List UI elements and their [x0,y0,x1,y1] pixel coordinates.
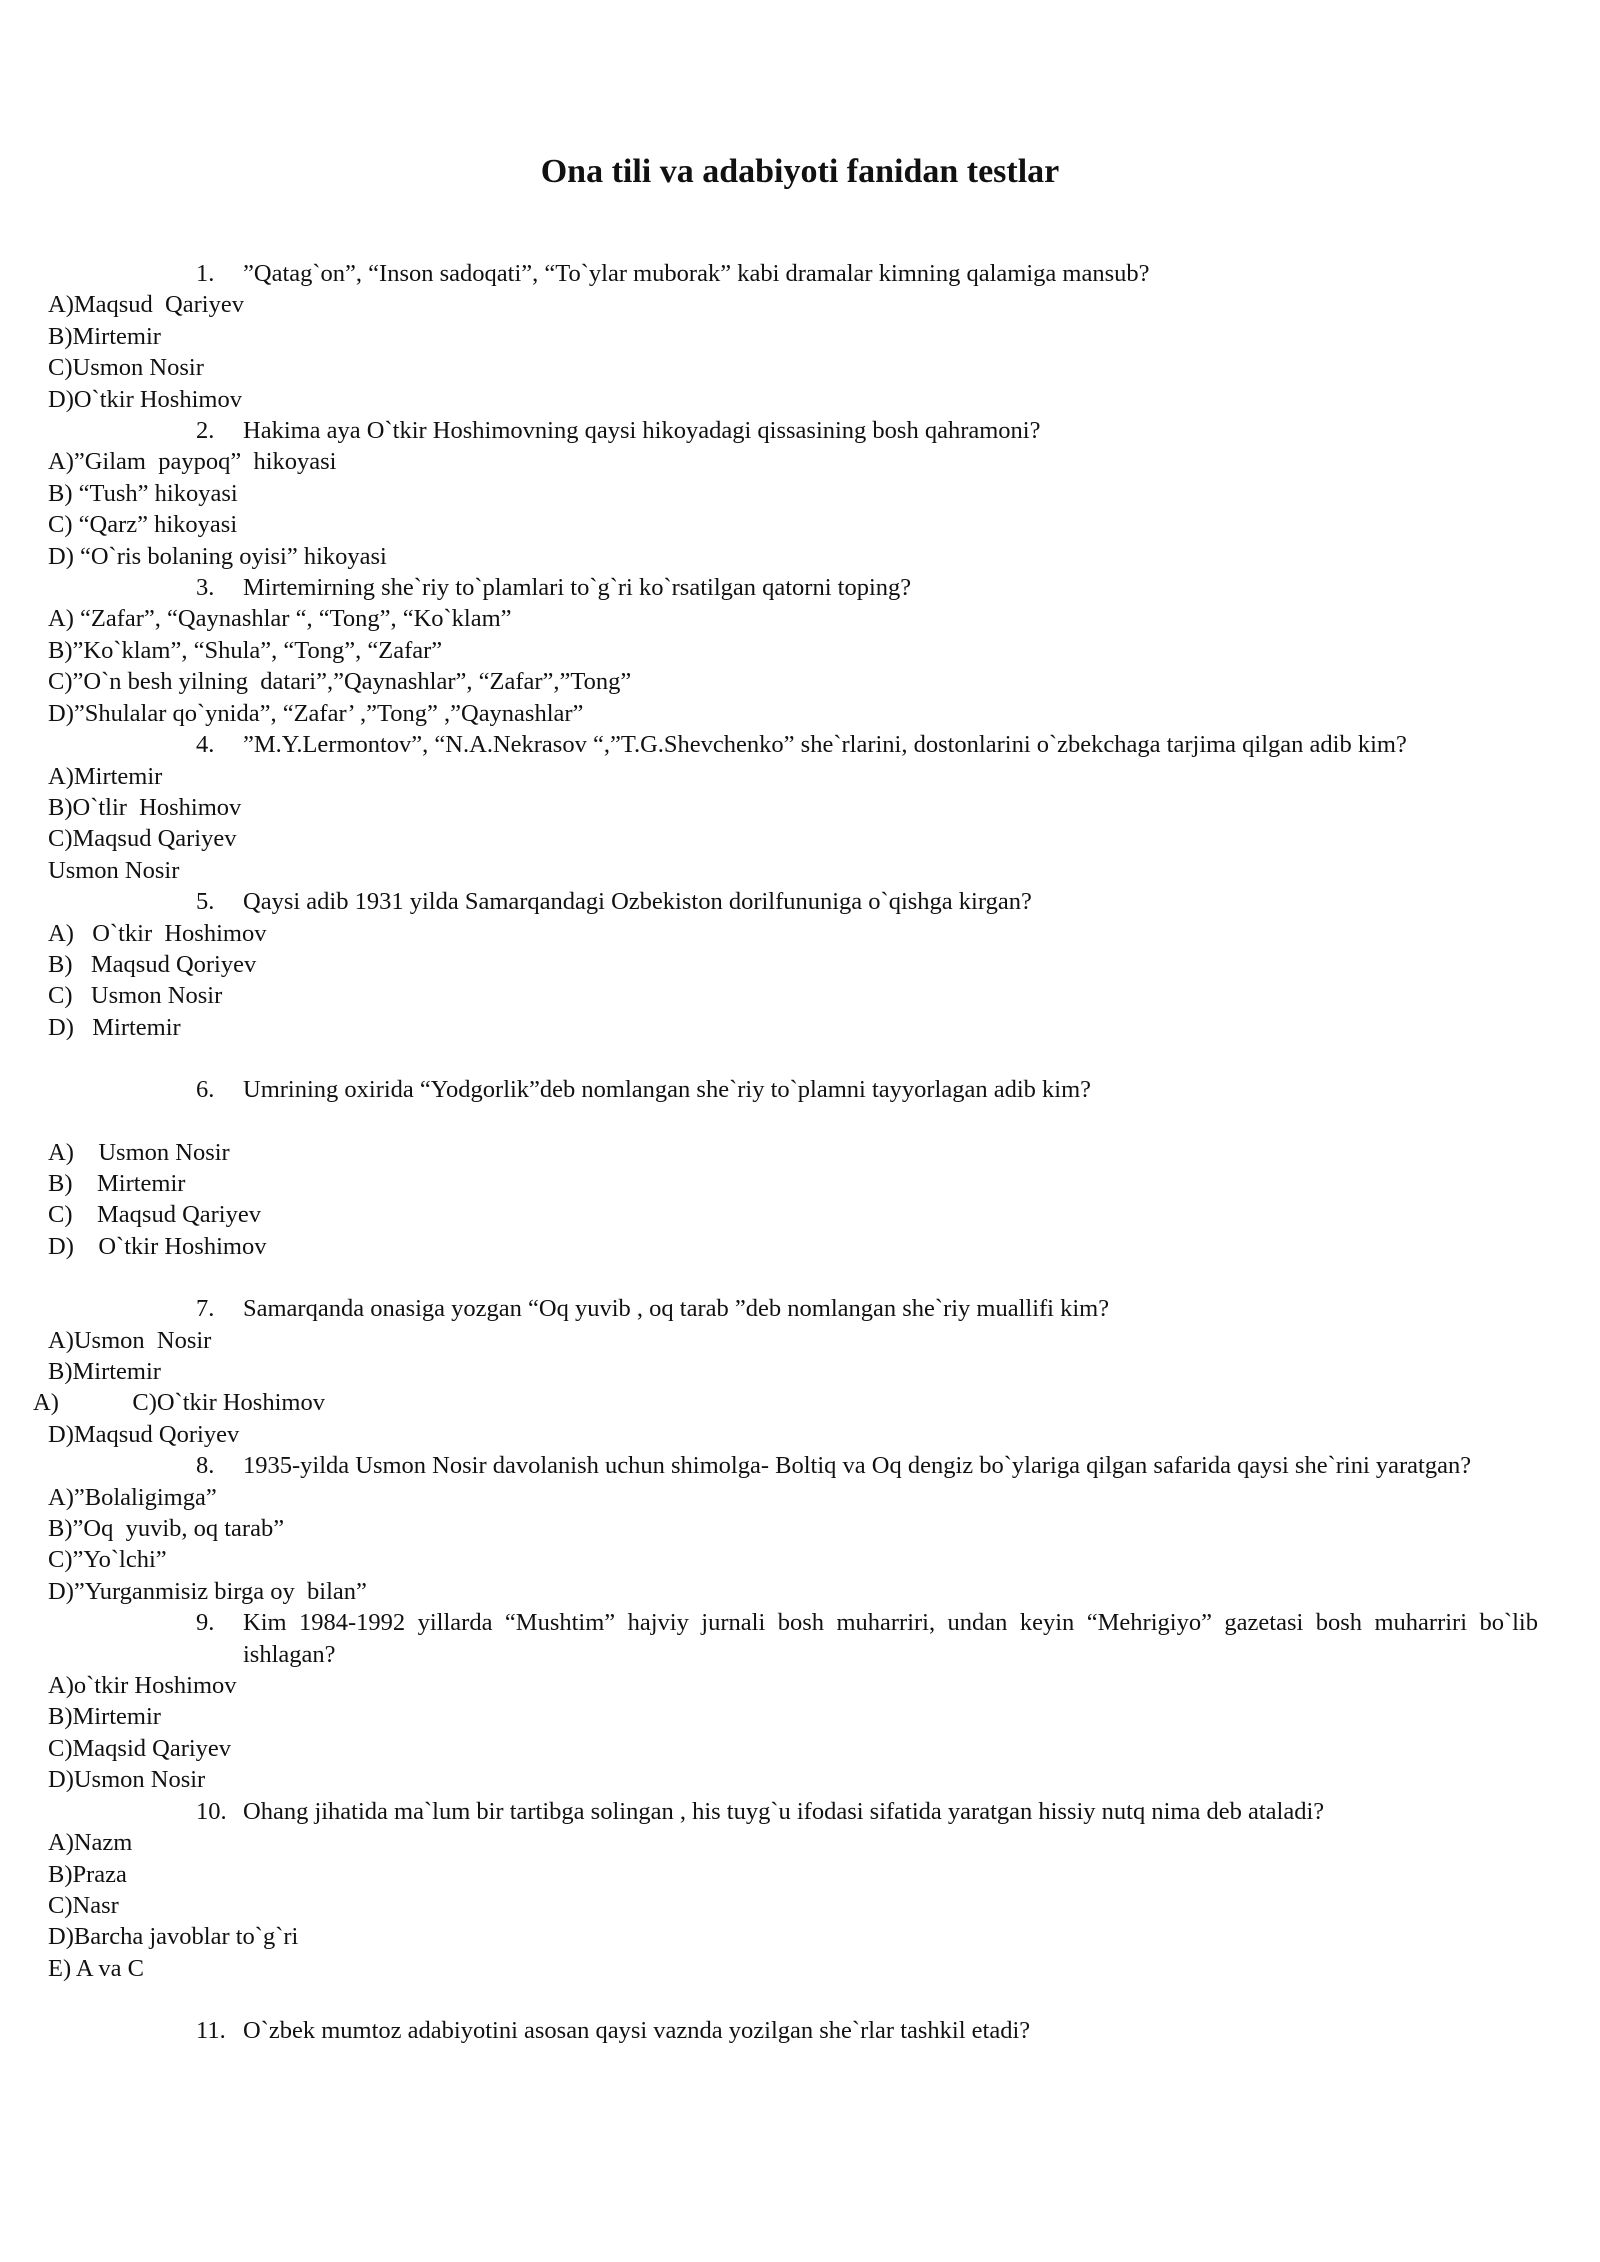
answer-option: B) Mirtemir [48,1169,186,1197]
answer-option: A)o`tkir Hoshimov [48,1672,237,1700]
answer-option: D)Usmon Nosir [48,1766,206,1794]
answer-option: B)”Ko`klam”, “Shula”, “Tong”, “Zafar” [48,636,443,664]
question-number: 7. [196,1295,215,1323]
answer-option: D)Barcha javoblar to`g`ri [48,1923,299,1951]
question-6 [48,1074,1538,1262]
document-title: Ona tili va adabiyoti fanidan testlar [540,153,1060,190]
question-text: 1. ”Qatag`on”, “Inson sadoqati”, “To`ylar muborak” kabi dramalar kimning qalamiga mansub? [48,258,1538,289]
answer-option: D)O`tkir Hoshimov [48,385,242,413]
question-4 [48,729,1538,886]
question-5 [48,886,1538,1043]
question-text: 9. Kim 1984-1992 yillarda “Mushtim” hajviy jurnali bosh muharriri, undan keyin “Mehrigiyo” gazetasi bosh muharriri bo`lib ishlagan? [196,1609,1538,1668]
answer-option: D) “O`ris bolaning oyisi” hikoyasi [48,542,387,570]
answer-option: A) Usmon Nosir [48,1138,230,1166]
answer-option: A) O`tkir Hoshimov [48,919,267,947]
answer-option: A)”Bolaligimga” [48,1483,217,1511]
question-number: 8. [196,1452,215,1480]
question-3 [48,572,1538,729]
question-text: 7. Samarqanda onasiga yozgan “Oq yuvib , oq tarab ”deb nomlangan she`riy muallifi kim? [48,1293,1538,1324]
blank-line [48,1043,1538,1074]
answer-option: B)”Oq yuvib, oq tarab” [48,1515,285,1543]
answer-option: B) Maqsud Qoriyev [48,950,257,978]
question-8 [48,1450,1538,1607]
answer-option: C) Maqsud Qariyev [48,1201,261,1229]
question-text: 8. 1935-yilda Usmon Nosir davolanish uchun shimolga- Boltiq va Oq dengiz bo`ylariga qilgan safarida qaysi she`rini yaratgan? [48,1450,1538,1481]
question-text: 10. Ohang jihatida ma`lum bir tartibga solingan , his tuyg`u ifodasi sifatida yaratgan hissiy nutq nima deb ataladi? [48,1796,1538,1827]
question-number: 2. [196,417,215,445]
question-text: 6. Umrining oxirida “Yodgorlik”deb nomlangan she`riy to`plamni tayyorlagan adib kim? [48,1074,1538,1105]
question-number: 4. [196,731,215,759]
blank-line [48,1984,1538,2015]
answer-option: C)Usmon Nosir [48,354,204,382]
question-text: 11. O`zbek mumtoz adabiyotini asosan qaysi vaznda yozilgan she`rlar tashkil etadi? [48,2015,1538,2046]
answer-option: C)”Yo`lchi” [48,1546,167,1574]
blank-line [48,1106,1538,1137]
question-10 [48,1796,1538,1984]
answer-option: A)Usmon Nosir [48,1326,212,1354]
question-2 [48,415,1538,572]
answer-option: B)Praza [48,1860,127,1888]
question-11 [48,2015,1538,2046]
question-number: 5. [196,888,215,916]
question-number: 11. [196,2017,226,2045]
answer-option: A) “Zafar”, “Qaynashlar “, “Tong”, “Ko`klam” [48,605,512,633]
answer-option: A) C)O`tkir Hoshimov [33,1389,325,1417]
answer-option: A)”Gilam paypoq” hikoyasi [48,448,337,476]
answer-option: B)O`tlir Hoshimov [48,793,242,821]
answer-option: E) A va C [48,1954,144,1982]
answer-option: D) Mirtemir [48,1013,181,1041]
question-number: 6. [196,1076,215,1104]
question-list [33,258,1538,2047]
answer-option: C)Maqsud Qariyev [48,825,237,853]
answer-option: B)Mirtemir [48,322,161,350]
answer-option: B)Mirtemir [48,1358,161,1385]
answer-option: D) O`tkir Hoshimov [48,1232,267,1260]
answer-option: A)Maqsud Qariyev [48,291,244,319]
answer-option: B)Mirtemir [48,1703,161,1731]
answer-option: C) “Qarz” hikoyasi [48,511,238,539]
answer-option: C)Maqsid Qariyev [48,1734,232,1762]
answer-option: D)Maqsud Qoriyev [48,1420,240,1448]
question-number: 9. [196,1609,215,1637]
question-text: 2. Hakima aya O`tkir Hoshimovning qaysi hikoyadagi qissasining bosh qahramoni? [48,415,1538,446]
question-text: 5. Qaysi adib 1931 yilda Samarqandagi Ozbekiston dorilfununiga o`qishga kirgan? [48,886,1538,917]
question-text: 3. Mirtemirning she`riy to`plamlari to`g`ri ko`rsatilgan qatorni toping? [48,572,1538,603]
answer-option: A)Mirtemir [48,762,163,790]
question-text: 4. ”M.Y.Lermontov”, “N.A.Nekrasov “,”T.G.Shevchenko” she`rlarini, dostonlarini o`zbekchaga tarjima qilgan adib kim? [48,729,1538,760]
answer-option: C) Usmon Nosir [48,982,223,1010]
answer-option: D)”Shulalar qo`ynida”, “Zafar’ ,”Tong” ,”Qaynashlar” [48,699,584,727]
question-number: 1. [196,260,215,287]
answer-option: Usmon Nosir [48,856,180,884]
answer-option: D)”Yurganmisiz birga oy bilan” [48,1577,367,1605]
answer-option: C)”O`n besh yilning datari”,”Qaynashlar”, “Zafar”,”Tong” [48,668,632,696]
question-number: 10. [196,1797,227,1825]
answer-option: B) “Tush” hikoyasi [48,479,238,507]
answer-option: A)Nazm [48,1829,133,1857]
answer-option: C)Nasr [48,1891,119,1919]
blank-line [48,1262,1538,1293]
question-7 [33,1293,1538,1450]
question-9 [48,1607,1538,1795]
question-1 [48,258,1538,415]
question-number: 3. [196,574,215,602]
